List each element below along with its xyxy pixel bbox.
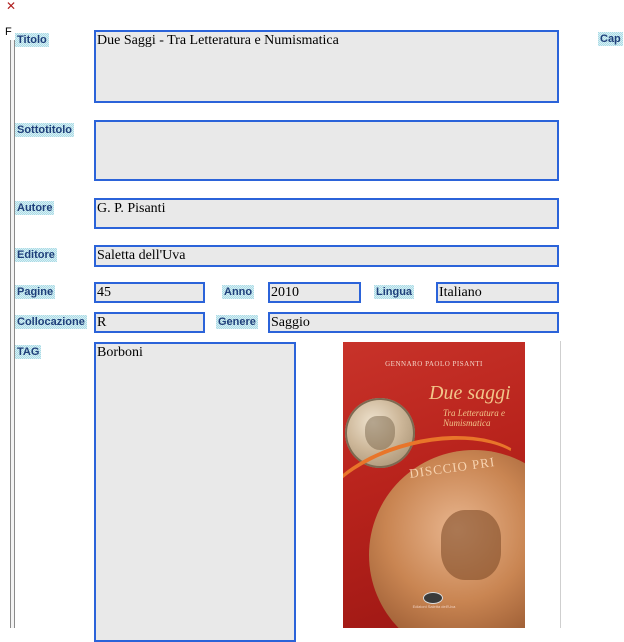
label-editore: Editore — [17, 249, 55, 261]
label-cap: Cap — [600, 33, 621, 45]
cover-title: Due saggi — [429, 382, 511, 404]
label-lingua: Lingua — [376, 286, 413, 298]
editore-field[interactable]: Saletta dell'Uva — [94, 245, 559, 267]
book-cover-image[interactable] — [343, 342, 525, 628]
cover-image-frame — [296, 341, 561, 628]
close-icon[interactable]: ✕ — [6, 0, 17, 13]
label-anno: Anno — [224, 286, 253, 298]
sottotitolo-field[interactable] — [94, 120, 559, 181]
label-genere: Genere — [218, 316, 256, 328]
coin-inscription: DISCCIO PRI — [408, 454, 497, 481]
genere-field[interactable]: Saggio — [268, 312, 559, 333]
menu-letter: F — [5, 26, 12, 38]
anno-field[interactable]: 2010 — [268, 282, 361, 303]
cover-publisher: Edizioni Saletta dell'Uva — [412, 604, 456, 609]
label-sottotitolo: Sottotitolo — [17, 124, 72, 136]
label-autore: Autore — [17, 202, 53, 214]
label-collocazione: Collocazione — [17, 316, 85, 328]
label-titolo: Titolo — [17, 34, 47, 46]
label-pagine: Pagine — [17, 286, 54, 298]
autore-field[interactable]: G. P. Pisanti — [94, 198, 559, 229]
pagine-field[interactable]: 45 — [94, 282, 205, 303]
label-tag: TAG — [17, 346, 40, 358]
titolo-field[interactable]: Due Saggi - Tra Letteratura e Numismatica — [94, 30, 559, 103]
cover-subtitle: Tra Letteratura e Numismatica — [443, 408, 506, 428]
lingua-field[interactable]: Italiano — [436, 282, 559, 303]
publisher-logo-icon — [423, 592, 443, 604]
cover-author: GENNARO PAOLO PISANTI — [385, 360, 483, 368]
tag-field[interactable]: Borboni — [94, 342, 296, 642]
collocazione-field[interactable]: R — [94, 312, 205, 333]
